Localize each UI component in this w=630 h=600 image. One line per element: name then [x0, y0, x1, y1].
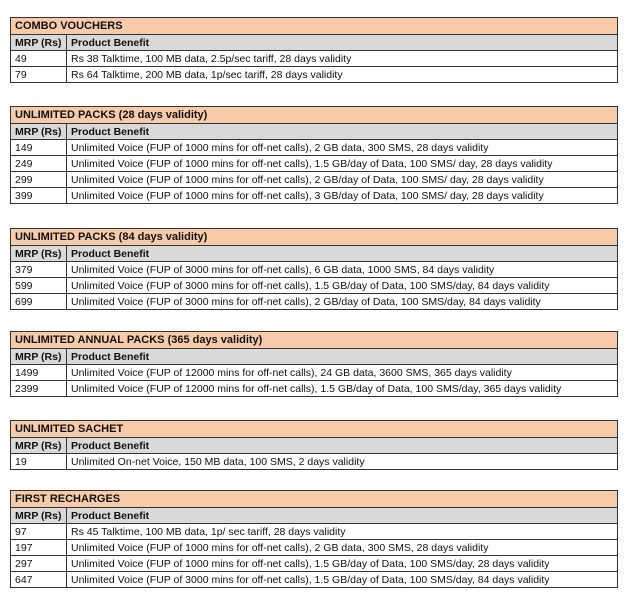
mrp-cell: 249	[11, 156, 67, 172]
mrp-cell: 149	[11, 140, 67, 156]
unlimited-packs-28-table	[10, 106, 618, 204]
benefit-cell: Unlimited Voice (FUP of 12000 mins for off-net calls), 24 GB data, 3600 SMS, 365 days validity	[67, 365, 618, 381]
benefit-cell: Unlimited Voice (FUP of 3000 mins for off-net calls), 2 GB/day of Data, 100 SMS/day, 84 days validity	[67, 294, 618, 310]
benefit-column-header: Product Benefit	[67, 35, 618, 51]
table-row	[11, 262, 618, 278]
table-row	[11, 365, 618, 381]
section-title: UNLIMITED ANNUAL PACKS (365 days validity)	[11, 332, 618, 349]
table-row	[11, 556, 618, 572]
mrp-column-header: MRP (Rs)	[11, 246, 67, 262]
table-row	[11, 381, 618, 397]
benefit-cell: Rs 45 Talktime, 100 MB data, 1p/ sec tariff, 28 days validity	[67, 524, 618, 540]
benefit-cell: Unlimited Voice (FUP of 1000 mins for off-net calls), 2 GB/day of Data, 100 SMS/ day, 28 days validity	[67, 172, 618, 188]
benefit-cell: Unlimited Voice (FUP of 1000 mins for off-net calls), 1.5 GB/day of Data, 100 SMS/day, 28 days validity	[67, 556, 618, 572]
section-title: COMBO VOUCHERS	[11, 18, 618, 35]
benefit-column-header: Product Benefit	[67, 438, 618, 454]
benefit-column-header: Product Benefit	[67, 246, 618, 262]
benefit-cell: Unlimited Voice (FUP of 1000 mins for off-net calls), 2 GB data, 300 SMS, 28 days validity	[67, 140, 618, 156]
table-row	[11, 172, 618, 188]
benefit-column-header: Product Benefit	[67, 124, 618, 140]
mrp-cell: 79	[11, 67, 67, 83]
mrp-column-header: MRP (Rs)	[11, 438, 67, 454]
mrp-cell: 49	[11, 51, 67, 67]
section-title: UNLIMITED PACKS (28 days validity)	[11, 107, 618, 124]
table-row	[11, 454, 618, 470]
combo-vouchers-table	[10, 17, 618, 83]
table-row	[11, 572, 618, 588]
table-row	[11, 67, 618, 83]
unlimited-sachet-table	[10, 420, 618, 470]
benefit-cell: Rs 64 Talktime, 200 MB data, 1p/sec tariff, 28 days validity	[67, 67, 618, 83]
mrp-cell: 2399	[11, 381, 67, 397]
benefit-cell: Unlimited On-net Voice, 150 MB data, 100 SMS, 2 days validity	[67, 454, 618, 470]
mrp-column-header: MRP (Rs)	[11, 124, 67, 140]
table-row	[11, 140, 618, 156]
section-title: FIRST RECHARGES	[11, 491, 618, 508]
mrp-cell: 297	[11, 556, 67, 572]
mrp-column-header: MRP (Rs)	[11, 349, 67, 365]
benefit-cell: Unlimited Voice (FUP of 1000 mins for off-net calls), 1.5 GB/day of Data, 100 SMS/ day, 28 days validity	[67, 156, 618, 172]
benefit-cell: Unlimited Voice (FUP of 1000 mins for off-net calls), 2 GB data, 300 SMS, 28 days validity	[67, 540, 618, 556]
unlimited-packs-84-table	[10, 228, 618, 310]
benefit-cell: Unlimited Voice (FUP of 1000 mins for off-net calls), 3 GB/day of Data, 100 SMS/ day, 28 days validity	[67, 188, 618, 204]
table-row	[11, 540, 618, 556]
section-title: UNLIMITED PACKS (84 days validity)	[11, 229, 618, 246]
mrp-cell: 299	[11, 172, 67, 188]
mrp-cell: 19	[11, 454, 67, 470]
mrp-cell: 599	[11, 278, 67, 294]
benefit-cell: Unlimited Voice (FUP of 3000 mins for off-net calls), 6 GB data, 1000 SMS, 84 days validity	[67, 262, 618, 278]
mrp-cell: 97	[11, 524, 67, 540]
table-row	[11, 278, 618, 294]
mrp-cell: 699	[11, 294, 67, 310]
benefit-column-header: Product Benefit	[67, 349, 618, 365]
unlimited-annual-packs-table	[10, 331, 618, 397]
table-row	[11, 188, 618, 204]
benefit-cell: Rs 38 Talktime, 100 MB data, 2.5p/sec tariff, 28 days validity	[67, 51, 618, 67]
section-title: UNLIMITED SACHET	[11, 421, 618, 438]
benefit-cell: Unlimited Voice (FUP of 12000 mins for off-net calls), 1.5 GB/day of Data, 100 SMS/day, 365 days validity	[67, 381, 618, 397]
table-row	[11, 294, 618, 310]
benefit-column-header: Product Benefit	[67, 508, 618, 524]
benefit-cell: Unlimited Voice (FUP of 3000 mins for off-net calls), 1.5 GB/day of Data, 100 SMS/day, 84 days validity	[67, 572, 618, 588]
mrp-column-header: MRP (Rs)	[11, 508, 67, 524]
mrp-cell: 1499	[11, 365, 67, 381]
table-row	[11, 524, 618, 540]
first-recharges-table	[10, 490, 618, 588]
table-row	[11, 51, 618, 67]
mrp-cell: 399	[11, 188, 67, 204]
mrp-column-header: MRP (Rs)	[11, 35, 67, 51]
mrp-cell: 647	[11, 572, 67, 588]
table-row	[11, 156, 618, 172]
benefit-cell: Unlimited Voice (FUP of 3000 mins for off-net calls), 1.5 GB/day of Data, 100 SMS/day, 84 days validity	[67, 278, 618, 294]
mrp-cell: 197	[11, 540, 67, 556]
mrp-cell: 379	[11, 262, 67, 278]
